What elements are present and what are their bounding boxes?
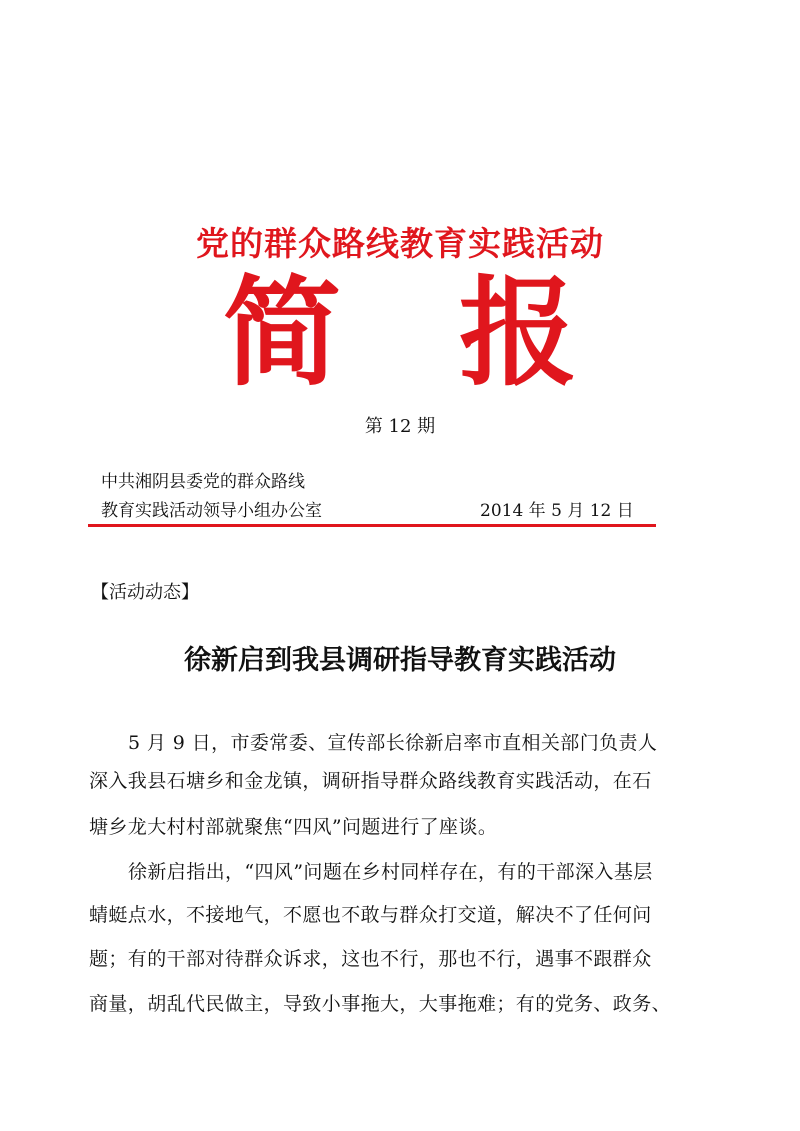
article-title: 徐新启到我县调研指导教育实践活动 bbox=[184, 645, 616, 676]
article-paragraph-line: 塘乡龙大村村部就聚焦“四风”问题进行了座谈。 bbox=[89, 816, 498, 838]
article-paragraph-line: 题；有的干部对待群众诉求，这也不行，那也不行，遇事不跟群众 bbox=[89, 948, 652, 970]
article-paragraph-line: 商量，胡乱代民做主，导致小事拖大，大事拖难；有的党务、政务、 bbox=[89, 993, 672, 1015]
issue-number: 第 12 期 bbox=[364, 416, 436, 437]
issuing-org-line-2: 教育实践活动领导小组办公室 bbox=[101, 501, 322, 521]
issue-date: 2014 年 5 月 12 日 bbox=[480, 501, 634, 521]
article-paragraph-line: 蜻蜓点水，不接地气，不愿也不敢与群众打交道，解决不了任何问 bbox=[89, 904, 652, 926]
section-tag: 【活动动态】 bbox=[91, 582, 199, 603]
masthead-char-jian: 简 bbox=[222, 263, 341, 402]
bulletin-header-title: 党的群众路线教育实践活动 bbox=[196, 224, 604, 263]
header-divider bbox=[88, 524, 656, 527]
masthead bbox=[0, 263, 800, 402]
article-paragraph-line: 徐新启指出，“四风”问题在乡村同样存在，有的干部深入基层 bbox=[128, 861, 653, 883]
article-paragraph-line: 深入我县石塘乡和金龙镇，调研指导群众路线教育实践活动，在石 bbox=[89, 770, 652, 792]
masthead-char-bao: 报 bbox=[459, 263, 578, 402]
article-paragraph-line: 5 月 9 日，市委常委、宣传部长徐新启率市直相关部门负责人 bbox=[128, 732, 658, 754]
issuing-org-line-1: 中共湘阴县委党的群众路线 bbox=[101, 472, 305, 492]
